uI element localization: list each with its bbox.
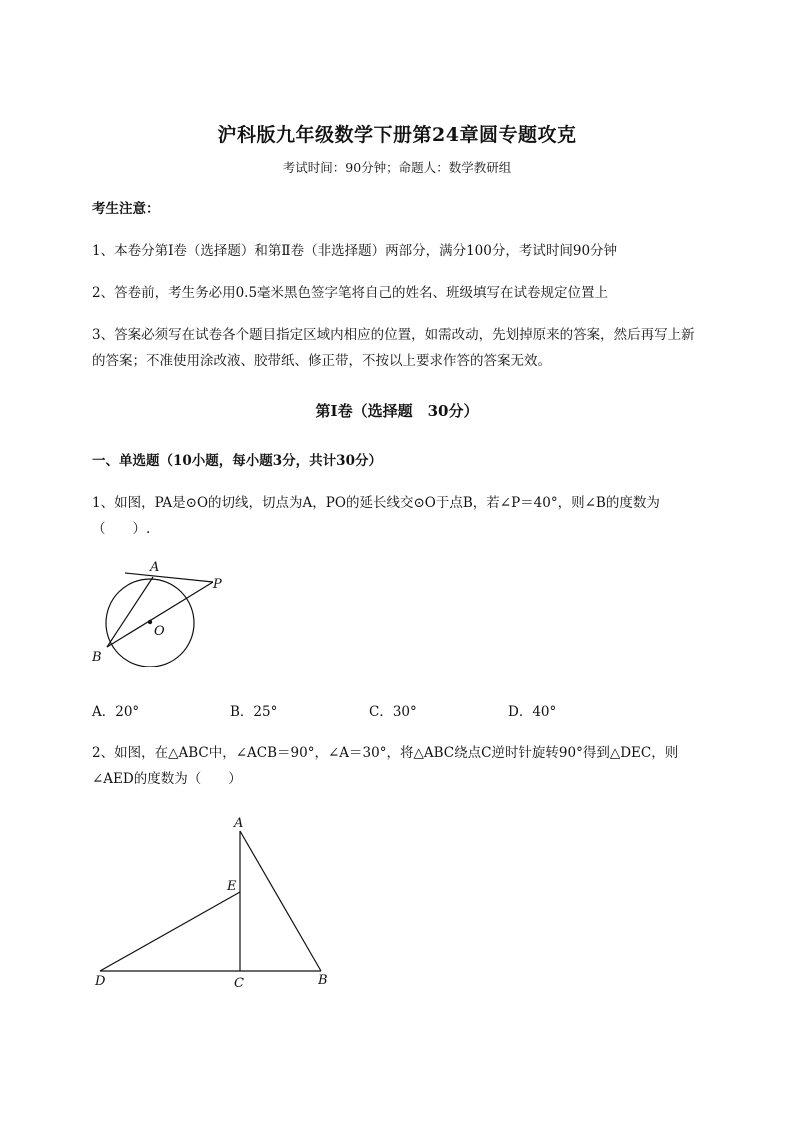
- notice-item-3-cont: 的答案；不准使用涂改液、胶带纸、修正带，不按以上要求作答的答案无效。: [92, 353, 551, 369]
- notice-heading: 考生注意：: [92, 201, 160, 217]
- question-1-figure: [85, 555, 245, 667]
- label-p: P: [213, 577, 222, 592]
- label-a2: A: [234, 816, 244, 831]
- option-a[interactable]: A．20°: [92, 704, 140, 720]
- label-e: E: [227, 879, 237, 894]
- question-1-text: 1、如图，PA是⊙O的切线，切点为A，PO的延长线交⊙O于点B，若∠P＝40°，则∠B的度数为: [92, 495, 660, 511]
- label-a: A: [150, 560, 160, 575]
- exam-info: 考试时间：90分钟；命题人：数学教研组: [282, 160, 512, 175]
- question-2-figure: [88, 810, 338, 995]
- chord-ab: [107, 577, 153, 647]
- question-2-text-cont: ∠AED的度数为（ ）: [92, 771, 242, 787]
- line-de: [100, 892, 240, 971]
- label-c: C: [234, 976, 244, 991]
- notice-item-3: 3、答案必须写在试卷各个题目指定区域内相应的位置，如需改动，先划掉原来的答案，然后再写上新: [92, 327, 695, 343]
- label-b2: B: [318, 973, 328, 988]
- label-d: D: [95, 974, 106, 989]
- line-ab: [240, 831, 321, 971]
- page-title: 沪科版九年级数学下册第24章圆专题攻克: [217, 124, 577, 146]
- section-title: 第I卷（选择题 30分）: [315, 402, 479, 420]
- label-o: O: [154, 624, 165, 639]
- notice-item-1: 1、本卷分第I卷（选择题）和第Ⅱ卷（非选择题）两部分，满分100分，考试时间90分钟: [92, 243, 618, 259]
- part-heading: 一、单选题（10小题，每小题3分，共计30分）: [92, 453, 382, 469]
- center-point-o: [148, 620, 152, 624]
- option-d[interactable]: D．40°: [508, 704, 557, 720]
- option-c[interactable]: C．30°: [369, 704, 417, 720]
- label-b: B: [92, 650, 102, 665]
- option-b[interactable]: B．25°: [230, 704, 278, 720]
- notice-item-2: 2、答卷前，考生务必用0.5毫米黑色签字笔将自己的姓名、班级填写在试卷规定位置上: [92, 285, 609, 301]
- question-1-text-cont: （ ）.: [92, 521, 151, 537]
- question-2-text: 2、如图，在△ABC中，∠ACB＝90°，∠A＝30°，将△ABC绕点C逆时针旋转90°得到△DEC，则: [92, 745, 679, 761]
